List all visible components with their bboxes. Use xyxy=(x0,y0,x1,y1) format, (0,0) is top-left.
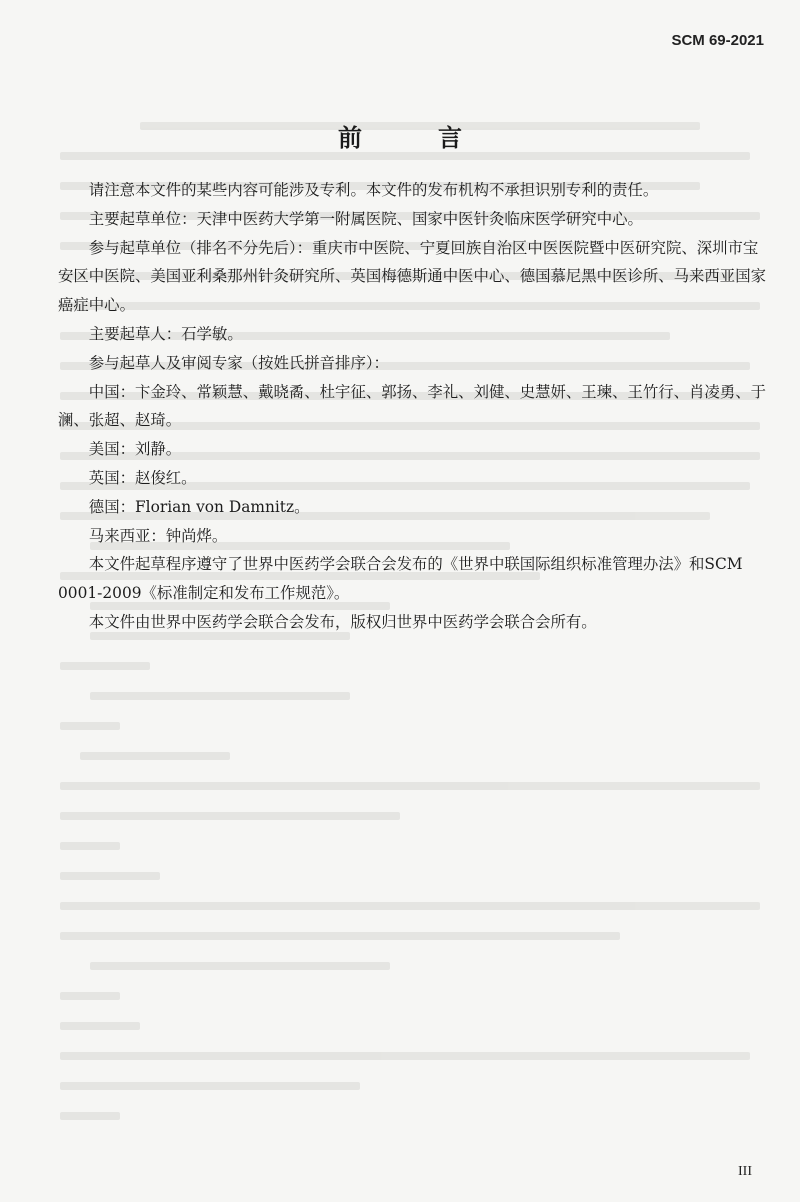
paragraph-copyright: 本文件由世界中医药学会联合会发布，版权归世界中医药学会联合会所有。 xyxy=(88,612,597,631)
paragraph-participating-units: 参与起草单位（排名不分先后）：重庆市中医院、宁夏回族自治区中医医院暨中医研究院、深圳市宝安区中医院、美国亚利桑那州针灸研究所、英国梅德斯通中医中心、德国慕尼黑中医诊所、马来西亚国家癌症中心。 xyxy=(58,238,766,315)
page-number: III xyxy=(738,1164,752,1179)
paragraph-main-drafting-unit: 主要起草单位：天津中医药大学第一附属医院、国家中医针灸临床医学研究中心。 xyxy=(88,209,643,228)
paragraph-drafters-uk: 英国：赵俊红。 xyxy=(88,468,197,487)
paragraph-drafters-china: 中国：卞金玲、常颖慧、戴晓矞、杜宇征、郭扬、李礼、刘健、史慧妍、王瑓、王竹行、肖凌勇、于澜、张超、赵琦。 xyxy=(58,382,766,430)
foreword-body xyxy=(58,176,770,637)
document-code: SCM 69-2021 xyxy=(671,32,764,49)
paragraph-main-drafter: 主要起草人：石学敏。 xyxy=(88,324,243,343)
paragraph-drafters-germany: 德国：Florian von Damnitz。 xyxy=(88,497,310,516)
paragraph-drafters-malaysia: 马来西亚：钟尚烨。 xyxy=(88,526,228,545)
paragraph-drafting-procedure: 本文件起草程序遵守了世界中医药学会联合会发布的《世界中联国际组织标准管理办法》和SCM 0001-2009《标准制定和发布工作规范》。 xyxy=(58,555,743,603)
page-title: 前 言 xyxy=(338,124,488,152)
paragraph-patent-notice: 请注意本文件的某些内容可能涉及专利。本文件的发布机构不承担识别专利的责任。 xyxy=(88,181,659,199)
paragraph-participating-drafters-heading: 参与起草人及审阅专家（按姓氏拼音排序）： xyxy=(88,353,389,372)
paragraph-drafters-usa: 美国：刘静。 xyxy=(88,440,182,459)
